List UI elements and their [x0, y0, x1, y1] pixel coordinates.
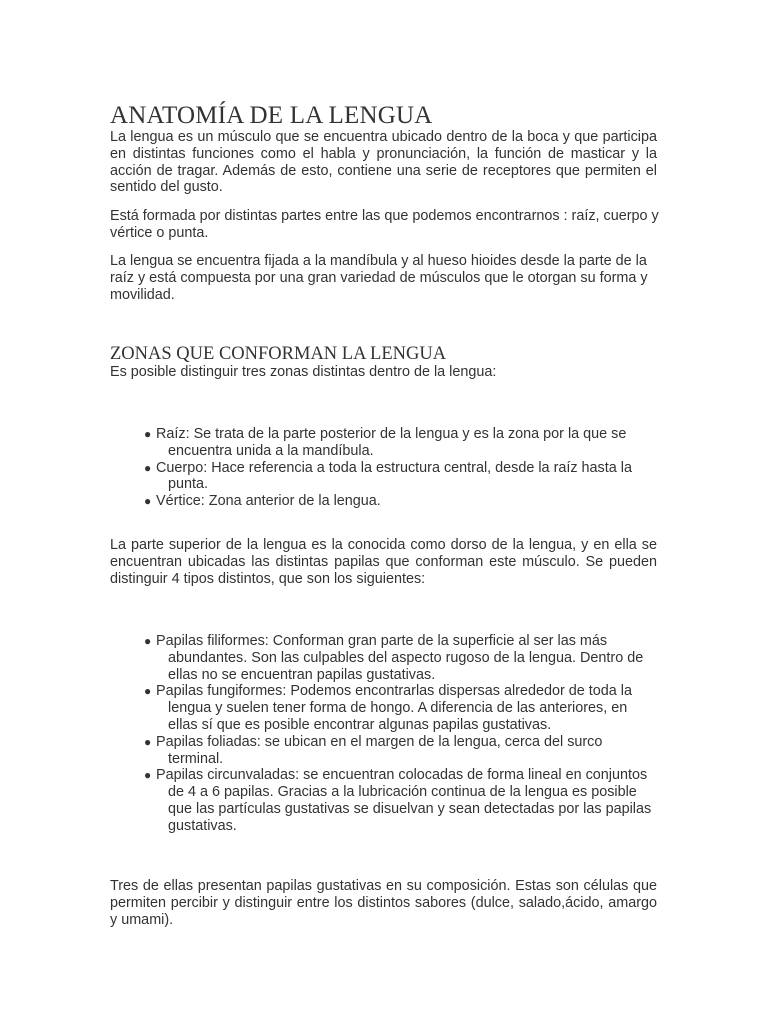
list-item-text: Vértice: Zona anterior de la lengua. [156, 493, 381, 510]
papilas-lead: La parte superior de la lengua es la conocida como dorso de la lengua, y en ella se encuentran ubicadas las distintas papilas que conforman este músculo. Se pueden distinguir 4 tipos distintos, que son los siguientes: [110, 537, 657, 587]
list-item-text: Papilas filiformes: Conforman gran parte de la superficie al ser las más abundantes. Son las culpables del aspecto rugoso de la lengua. Dentro de ellas no se encuentran papilas gustativas. [156, 633, 644, 683]
bullet-icon: ● [144, 494, 152, 509]
list-item-text: Papilas foliadas: se ubican en el margen de la lengua, cerca del surco terminal. [156, 733, 603, 767]
document-title: ANATOMÍA DE LA LENGUA [110, 102, 433, 129]
list-item [146, 633, 656, 683]
list-item [146, 734, 656, 768]
zones-lead: Es posible distinguir tres zonas distintas dentro de la lengua: [110, 364, 497, 380]
bullet-icon: ● [144, 684, 152, 699]
bullet-icon: ● [144, 734, 152, 749]
list-item-text: Raíz: Se trata de la parte posterior de la lengua y es la zona por la que se encuentra unida a la mandíbula. [156, 426, 627, 459]
zones-heading: ZONAS QUE CONFORMAN LA LENGUA [110, 344, 447, 364]
bullet-icon: ● [144, 634, 152, 648]
zones-list [146, 426, 656, 510]
list-item-text: Cuerpo: Hace referencia a toda la estructura central, desde la raíz hasta la punta. [156, 459, 632, 493]
bullet-icon: ● [144, 460, 152, 475]
list-item-text: Papilas circunvaladas: se encuentran colocadas de forma lineal en conjuntos de 4 a 6 papilas. Gracias a la lubricación continua de la lengua es posible que las partículas gustativas se disuelvan y sean detectadas por las papilas gustativas. [156, 767, 652, 834]
intro-paragraph-1: La lengua es un músculo que se encuentra ubicado dentro de la boca y que participa en distintas funciones como el habla y pronunciación, la función de masticar y la acción de tragar. Además de esto, contiene una serie de receptores que permiten el sentido del gusto. [110, 129, 657, 196]
list-item [146, 767, 656, 834]
intro-paragraph-2: Está formada por distintas partes entre las que podemos encontrarnos : raíz, cuerpo y vértice o punta. [110, 208, 659, 241]
list-item-text: Papilas fungiformes: Podemos encontrarlas dispersas alrededor de toda la lengua y suelen tener forma de hongo. A diferencia de las anteriores, en ellas sí que es posible encontrar algunas papilas gustativas. [156, 683, 632, 733]
papilas-closing: Tres de ellas presentan papilas gustativas en su composición. Estas son células que permiten percibir y distinguir entre los distintos sabores (dulce, salado,ácido, amargo y umami). [110, 878, 657, 928]
list-item [146, 493, 656, 510]
bullet-icon: ● [144, 768, 152, 783]
list-item [146, 683, 656, 733]
intro-paragraph-3: La lengua se encuentra fijada a la mandíbula y al hueso hioides desde la parte de la raíz y está compuesta por una gran variedad de músculos que le otorgan su forma y movilidad. [110, 253, 648, 303]
list-item [146, 460, 656, 494]
list-item [146, 426, 656, 460]
bullet-icon: ● [144, 427, 152, 441]
papilas-list [146, 633, 656, 835]
